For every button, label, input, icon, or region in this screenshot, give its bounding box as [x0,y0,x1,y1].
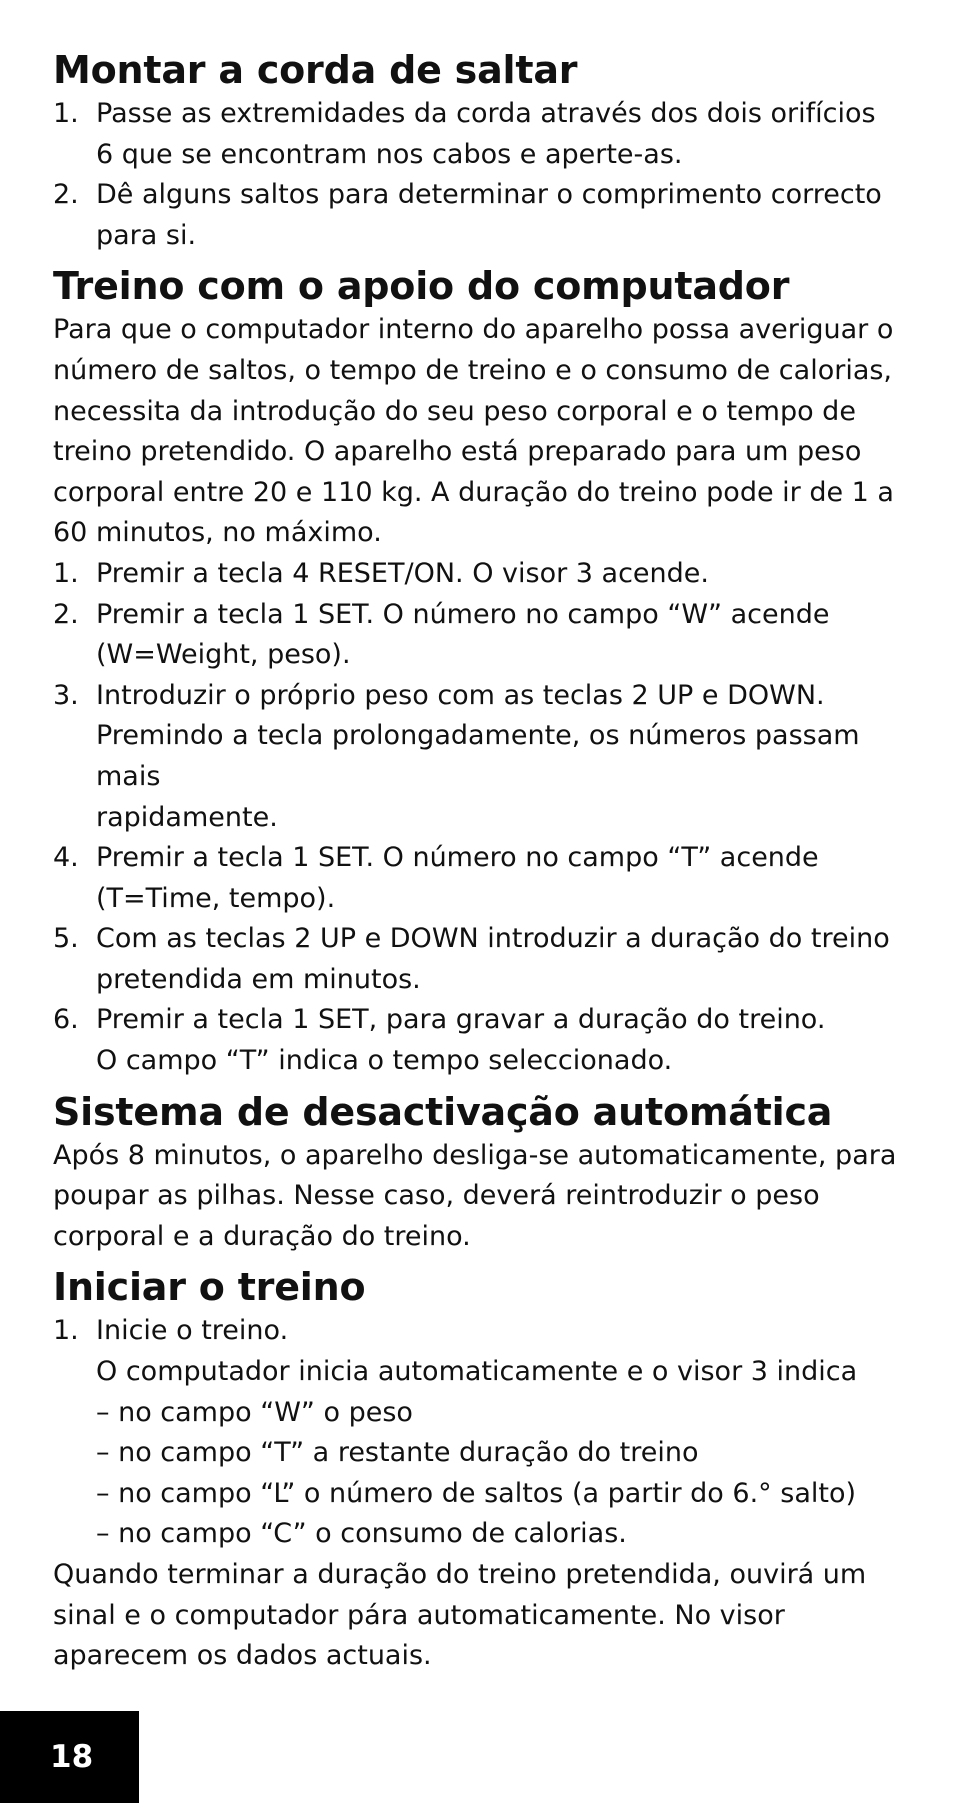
section-computer-training [53,262,923,1081]
section-heading: Treino com o apoio do computador [53,264,790,309]
section-heading: Montar a corda de saltar [53,48,578,92]
step-line: Dê alguns saltos para determinar o comprimento correcto [96,179,882,211]
step-number: 1. [53,98,79,129]
page-number: 18 [0,1711,139,1803]
step-line: Passe as extremidades da corda através dos dois orifícios [96,98,876,129]
list-item [53,1311,923,1555]
step-line: Premindo a tecla prolongadamente, os números passam mais [96,720,860,792]
step-line: (W=Weight, peso). [96,639,351,671]
step-number: 5. [53,923,79,955]
step-line: rapidamente. [96,801,278,833]
step-line: Premir a tecla 1 SET. O número no campo “T” acende [96,842,819,874]
section-start-training [53,1263,923,1676]
section-intro: Após 8 minutos, o aparelho desliga-se automaticamente, para poupar as pilhas. Nesse caso, deverá reintroduzir o peso corporal e a duração do treino. [53,1139,897,1252]
section-heading: Sistema de desactivação automática [53,1089,833,1134]
list-item [53,94,923,175]
bullet-line: – no campo “W” o peso [96,1396,413,1428]
step-line: Premir a tecla 1 SET, para gravar a duração do treino. [96,1004,826,1036]
step-line: Introduzir o próprio peso com as teclas 2 UP e DOWN. [96,679,825,711]
step-line: 6 que se encontram nos cabos e aperte-as. [96,138,683,170]
step-number: 1. [53,1315,79,1347]
list-item [53,554,923,595]
section-assemble-rope [53,46,923,256]
list-item [53,175,923,256]
bullet-line: – no campo “T” a restante duração do treino [96,1437,699,1469]
list-item [53,919,923,1000]
step-line: Premir a tecla 1 SET. O número no campo “W” acende [96,598,830,630]
step-line: Com as teclas 2 UP e DOWN introduzir a duração do treino [96,923,890,955]
steps-list [53,554,923,1082]
bullet-line: – no campo “L” o número de saltos (a partir do 6.° salto) [96,1477,857,1509]
section-intro: Para que o computador interno do aparelho possa averiguar o número de saltos, o tempo de treino e o consumo de calorias, necessita da introdução do seu peso corporal e o tempo de treino pretendido. O aparelho está preparado para um peso corporal entre 20 e 110 kg. A duração do treino pode ir de 1 a 60 minutos, no máximo. [53,314,894,549]
list-item [53,676,923,838]
step-number: 1. [53,557,79,589]
section-outro: Quando terminar a duração do treino pretendida, ouvirá um sinal e o computador pára automaticamente. No visor aparecem os dados actuais. [53,1559,867,1672]
list-item [53,838,923,919]
step-number: 3. [53,679,79,711]
section-auto-shutoff [53,1088,923,1258]
step-line: pretendida em minutos. [96,963,421,995]
step-line: Inicie o treino. [96,1315,289,1347]
step-number: 4. [53,842,79,874]
step-number: 2. [53,179,79,211]
step-line: Premir a tecla 4 RESET/ON. O visor 3 acende. [96,557,709,589]
step-line: para si. [96,219,197,251]
list-item [53,1000,923,1081]
step-number: 2. [53,598,79,630]
step-line: (T=Time, tempo). [96,882,336,914]
step-line: O campo “T” indica o tempo seleccionado. [96,1045,673,1077]
document-page [53,46,923,1683]
bullet-line: – no campo “C” o consumo de calorias. [96,1518,627,1550]
steps-list [53,1311,923,1555]
step-line: O computador inicia automaticamente e o visor 3 indica [96,1356,858,1388]
list-item [53,595,923,676]
steps-list [53,94,923,256]
step-number: 6. [53,1004,79,1036]
section-heading: Iniciar o treino [53,1265,366,1310]
